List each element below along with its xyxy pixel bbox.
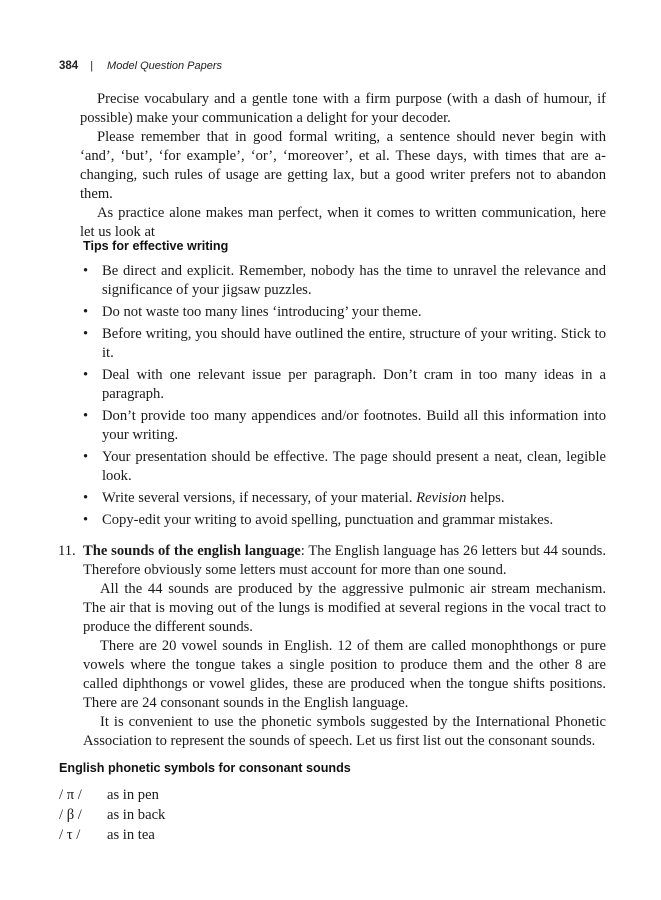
bullet-icon: • bbox=[83, 367, 89, 383]
list-item bbox=[80, 303, 606, 322]
list-item bbox=[59, 826, 165, 846]
list-item bbox=[59, 786, 165, 806]
phonetic-symbol-list bbox=[59, 786, 165, 846]
bullet-icon: • bbox=[83, 263, 89, 279]
list-item bbox=[80, 407, 606, 445]
running-title: Model Question Papers bbox=[107, 60, 222, 72]
intro-paragraph: Precise vocabulary and a gentle tone with a firm purpose (with a dash of humour, if possible) make your communication a delight for your decoder. bbox=[80, 91, 606, 126]
tip-text-after: helps. bbox=[466, 490, 505, 506]
tip-text: Be direct and explicit. Remember, nobody has the time to unravel the relevance and significance of your jigsaw puzzles. bbox=[102, 263, 606, 298]
question-paragraph: All the 44 sounds are produced by the aggressive pulmonic air stream mechanism. The air that is moving out of the lungs is modified at several regions in the vocal tract to produce the different sounds. bbox=[83, 581, 606, 635]
phonetic-example: as in tea bbox=[107, 827, 155, 843]
header-separator: | bbox=[90, 60, 94, 72]
tip-emphasis: Revision bbox=[416, 490, 467, 506]
phonetic-symbol: / τ / bbox=[59, 827, 81, 843]
tip-text: Deal with one relevant issue per paragraph. Don’t cram in too many ideas in a paragraph. bbox=[102, 367, 606, 402]
phonetic-example: as in pen bbox=[107, 787, 159, 803]
list-item bbox=[80, 448, 606, 486]
question-intro bbox=[83, 542, 606, 580]
tip-text: Copy-edit your writing to avoid spelling, punctuation and grammar mistakes. bbox=[102, 512, 554, 528]
phonetic-symbol: / π / bbox=[59, 787, 82, 803]
list-item bbox=[80, 325, 606, 363]
bullet-icon: • bbox=[83, 326, 89, 342]
phonetic-example: as in back bbox=[107, 807, 166, 823]
tips-list bbox=[80, 262, 606, 533]
question-11 bbox=[58, 542, 606, 751]
intro-section bbox=[80, 90, 606, 242]
list-item bbox=[80, 366, 606, 404]
tip-text: Do not waste too many lines ‘introducing’ your theme. bbox=[102, 304, 422, 320]
tip-text-before: Write several versions, if necessary, of your material. bbox=[102, 490, 417, 506]
intro-paragraph: As practice alone makes man perfect, when it comes to written communication, here let us look at bbox=[80, 205, 606, 240]
list-item bbox=[80, 511, 606, 530]
tip-text: Your presentation should be effective. The page should present a neat, clean, legible look. bbox=[102, 449, 606, 484]
question-title: The sounds of the english language bbox=[83, 543, 301, 559]
question-body bbox=[83, 542, 606, 751]
list-item bbox=[80, 489, 606, 508]
tips-heading: Tips for effective writing bbox=[83, 239, 229, 253]
question-title-rest: : The English language has 26 letters but 44 sounds. Therefore obviously some letters must account for more than one sound. bbox=[83, 543, 606, 578]
bullet-icon: • bbox=[83, 490, 89, 506]
bullet-icon: • bbox=[83, 304, 89, 320]
tip-text: Don’t provide too many appendices and/or footnotes. Build all this information into your writing. bbox=[102, 408, 606, 443]
page-header bbox=[59, 57, 222, 76]
bullet-icon: • bbox=[83, 449, 89, 465]
bullet-icon: • bbox=[83, 408, 89, 424]
tip-text: Before writing, you should have outlined the entire, structure of your writing. Stick to it. bbox=[102, 326, 606, 361]
question-paragraph: There are 20 vowel sounds in English. 12 of them are called monophthongs or pure vowels where the tongue takes a single position to produce them and the other 8 are called diphthongs or vowel glides, these are produced when the tongue shifts positions. There are 24 consonant sounds in the English language. bbox=[83, 638, 606, 711]
bullet-icon: • bbox=[83, 512, 89, 528]
phonetic-symbol: / β / bbox=[59, 807, 82, 823]
list-item bbox=[59, 806, 165, 826]
list-item bbox=[80, 262, 606, 300]
page-number: 384 bbox=[59, 60, 79, 72]
question-paragraph: It is convenient to use the phonetic symbols suggested by the International Phonetic Association to represent the sounds of speech. Let us first list out the consonant sounds. bbox=[83, 714, 606, 749]
phonetics-heading: English phonetic symbols for consonant sounds bbox=[59, 761, 351, 775]
intro-paragraph: Please remember that in good formal writing, a sentence should never begin with ‘and’, ‘but’, ‘for example’, ‘or’, ‘moreover’, et al. These days, with times that are a-changing, such rules of usage are getting lax, but a good writer prefers not to abandon them. bbox=[80, 129, 606, 202]
question-number: 11. bbox=[58, 543, 76, 559]
